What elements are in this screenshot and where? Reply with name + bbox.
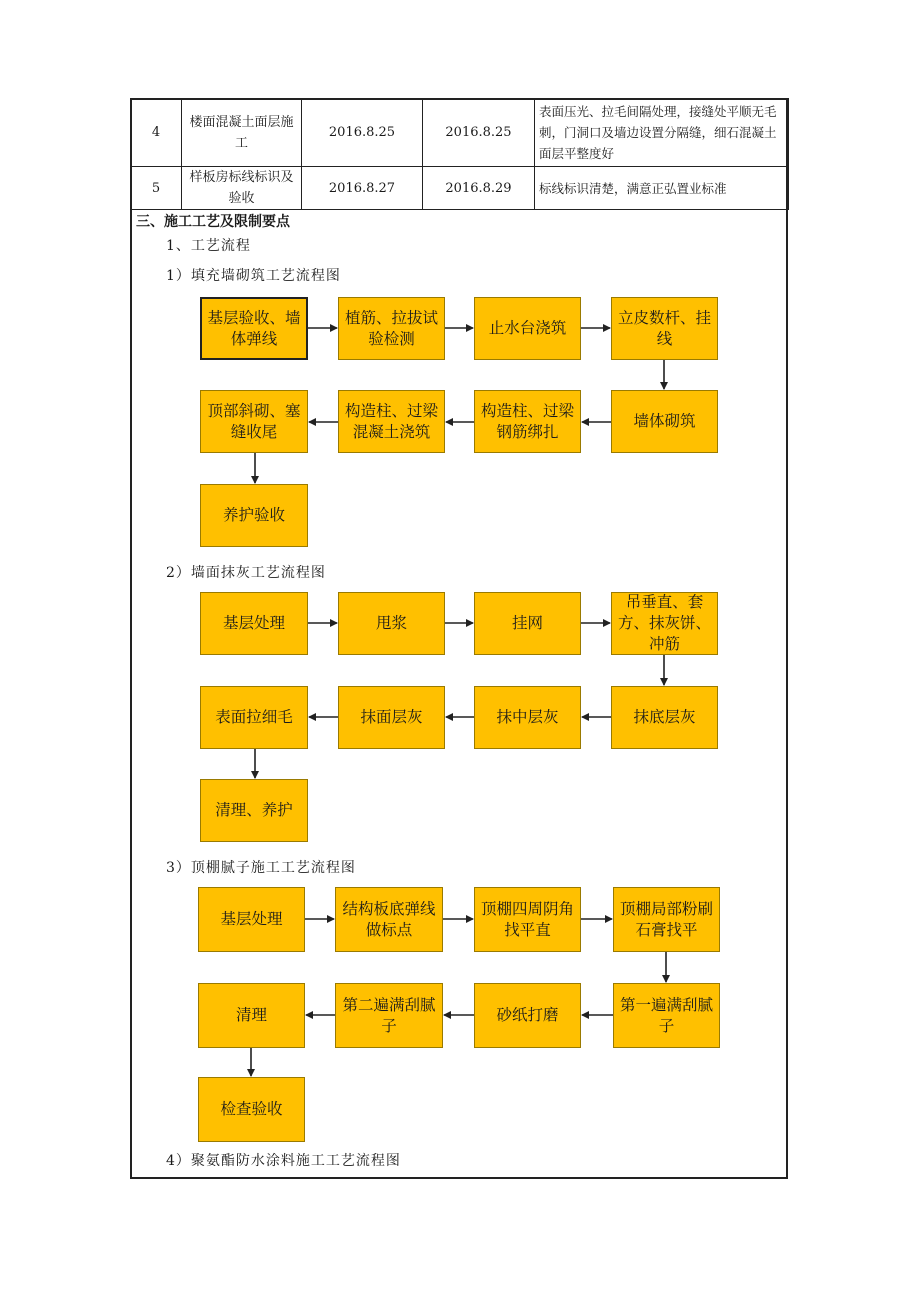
flow2-step-1: 基层处理 [200,592,308,655]
flow1-step-3: 止水台浇筑 [474,297,581,360]
flow1-step-6: 构造柱、过梁钢筋绑扎 [474,390,581,453]
flow1-step-8: 顶部斜砌、塞缝收尾 [200,390,308,453]
flow1-step-5: 墙体砌筑 [611,390,718,453]
row-end-date: 2016.8.29 [423,167,535,210]
row-item: 楼面混凝土面层施工 [182,99,302,167]
row-end-date: 2016.8.25 [423,99,535,167]
flow3-step-4: 顶棚局部粉刷石膏找平 [613,887,720,952]
flow2-step-3: 挂网 [474,592,581,655]
flow1-step-7: 构造柱、过梁混凝土浇筑 [338,390,445,453]
flow2-step-5: 抹底层灰 [611,686,718,749]
flow3-step-3: 顶棚四周阴角找平直 [474,887,581,952]
flow3-step-1: 基层处理 [198,887,305,952]
row-start-date: 2016.8.27 [302,167,423,210]
flow1-step-2: 植筋、拉拔试验检测 [338,297,445,360]
row-description: 表面压光、拉毛间隔处理，接缝处平顺无毛刺，门洞口及墙边设置分隔缝，细石混凝土面层平整度好 [535,99,789,167]
flow2-step-2: 甩浆 [338,592,445,655]
flow3-title: 3）顶棚腻子施工工艺流程图 [166,860,356,876]
row-number: 4 [131,99,182,167]
flow2-step-4: 吊垂直、套方、抹灰饼、冲筋 [611,592,718,655]
flow1-step-9: 养护验收 [200,484,308,547]
flow3-step-8: 清理 [198,983,305,1048]
flow3-step-2: 结构板底弹线做标点 [335,887,443,952]
row-item: 样板房标线标识及验收 [182,167,302,210]
subsection-title: 1、工艺流程 [166,238,251,254]
row-start-date: 2016.8.25 [302,99,423,167]
row-number: 5 [131,167,182,210]
section-title: 三、施工工艺及限制要点 [136,214,290,230]
flow2-step-6: 抹中层灰 [474,686,581,749]
row-description: 标线标识清楚，满意正弘置业标准 [535,167,789,210]
flow1-step-1: 基层验收、墙体弹线 [200,297,308,360]
flow2-step-8: 表面拉细毛 [200,686,308,749]
flow4-title: 4）聚氨酯防水涂料施工工艺流程图 [166,1153,401,1169]
flow1-step-4: 立皮数杆、挂线 [611,297,718,360]
flow3-step-7: 第二遍满刮腻子 [335,983,443,1048]
flow3-step-6: 砂纸打磨 [474,983,581,1048]
flow1-title: 1）填充墙砌筑工艺流程图 [166,268,341,284]
flow2-step-9: 清理、养护 [200,779,308,842]
flow3-step-9: 检查验收 [198,1077,305,1142]
flow2-step-7: 抹面层灰 [338,686,445,749]
flow3-step-5: 第一遍满刮腻子 [613,983,720,1048]
flow2-title: 2）墙面抹灰工艺流程图 [166,565,326,581]
